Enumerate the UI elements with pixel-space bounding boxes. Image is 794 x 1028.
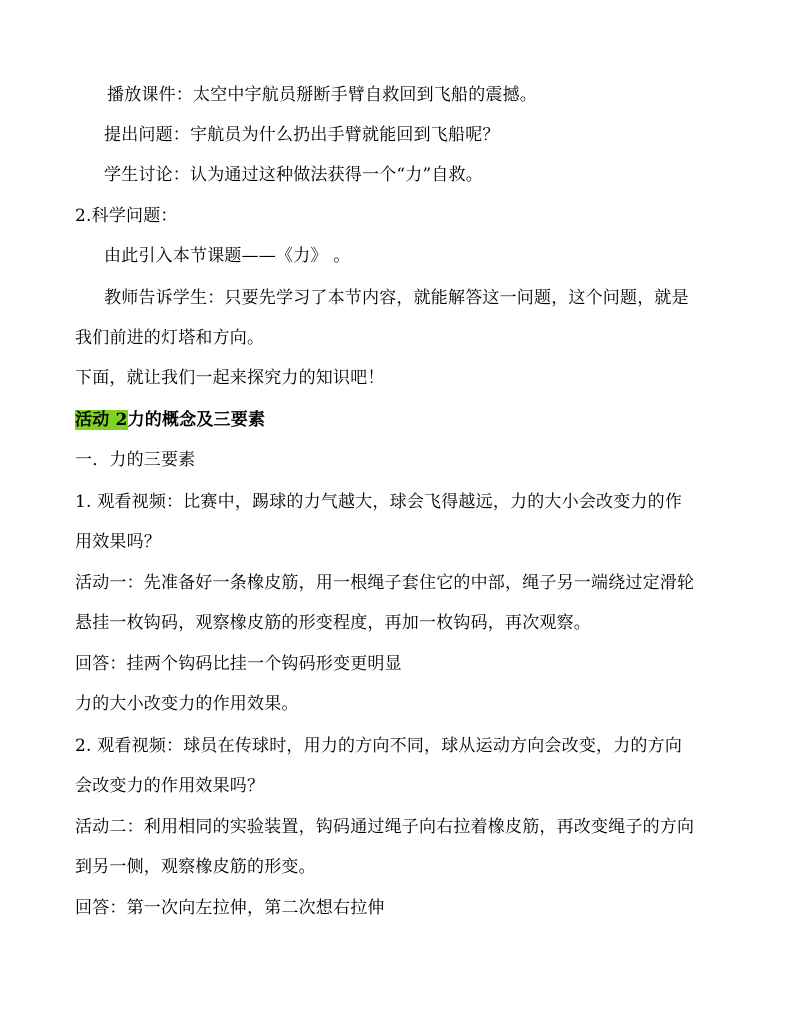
body-line: 悬挂一枚钩码，观察橡皮筋的形变程度，再加一枚钩码，再次观察。	[75, 613, 591, 633]
body-line: 活动二：利用相同的实验装置，钩码通过绳子向右拉着橡皮筋，再改变绳子的方向	[75, 817, 695, 837]
paragraph-explore: 下面，就让我们一起来探究力的知识吧！	[75, 368, 385, 388]
body-line: 回答：挂两个钩码比挂一个钩码形变更明显	[75, 654, 402, 674]
body-line: 用效果吗？	[75, 532, 161, 552]
body-line: 力的大小改变力的作用效果。	[75, 694, 299, 714]
section-heading: 一．力的三要素	[75, 450, 196, 470]
body-line: 到另一侧，观察橡皮筋的形变。	[75, 857, 316, 877]
paragraph-teacher-line1: 教师告诉学生：只要先学习了本节内容，就能解答这一问题，这个问题，就是	[104, 288, 689, 308]
heading-science-question: 2.科学问题：	[75, 206, 178, 226]
body-line: 2. 观看视频：球员在传球时，用力的方向不同，球从运动方向会改变，力的方向	[75, 736, 683, 756]
activity-heading	[75, 408, 265, 432]
body-line: 活动一：先准备好一条橡皮筋，用一根绳子套住它的中部，绳子另一端绕过定滑轮	[75, 573, 695, 593]
body-line: 1. 观看视频：比赛中，踢球的力气越大，球会飞得越远，力的大小会改变力的作	[75, 492, 683, 512]
paragraph-courseware: 播放课件：太空中宇航员掰断手臂自救回到飞船的震撼。	[107, 85, 537, 105]
paragraph-topic-intro: 由此引入本节课题——《力》 。	[104, 246, 351, 266]
paragraph-teacher-line2: 我们前进的灯塔和方向。	[75, 328, 265, 348]
body-line: 会改变力的作用效果吗？	[75, 776, 265, 796]
paragraph-discussion: 学生讨论：认为通过这种做法获得一个“力”自救。	[104, 165, 483, 185]
paragraph-question: 提出问题：宇航员为什么扔出手臂就能回到飞船呢？	[104, 125, 500, 145]
activity-highlight: 活动 2	[75, 410, 128, 430]
body-line: 回答：第一次向左拉伸，第二次想右拉伸	[75, 898, 385, 918]
activity-title: 力的概念及三要素	[127, 410, 266, 430]
